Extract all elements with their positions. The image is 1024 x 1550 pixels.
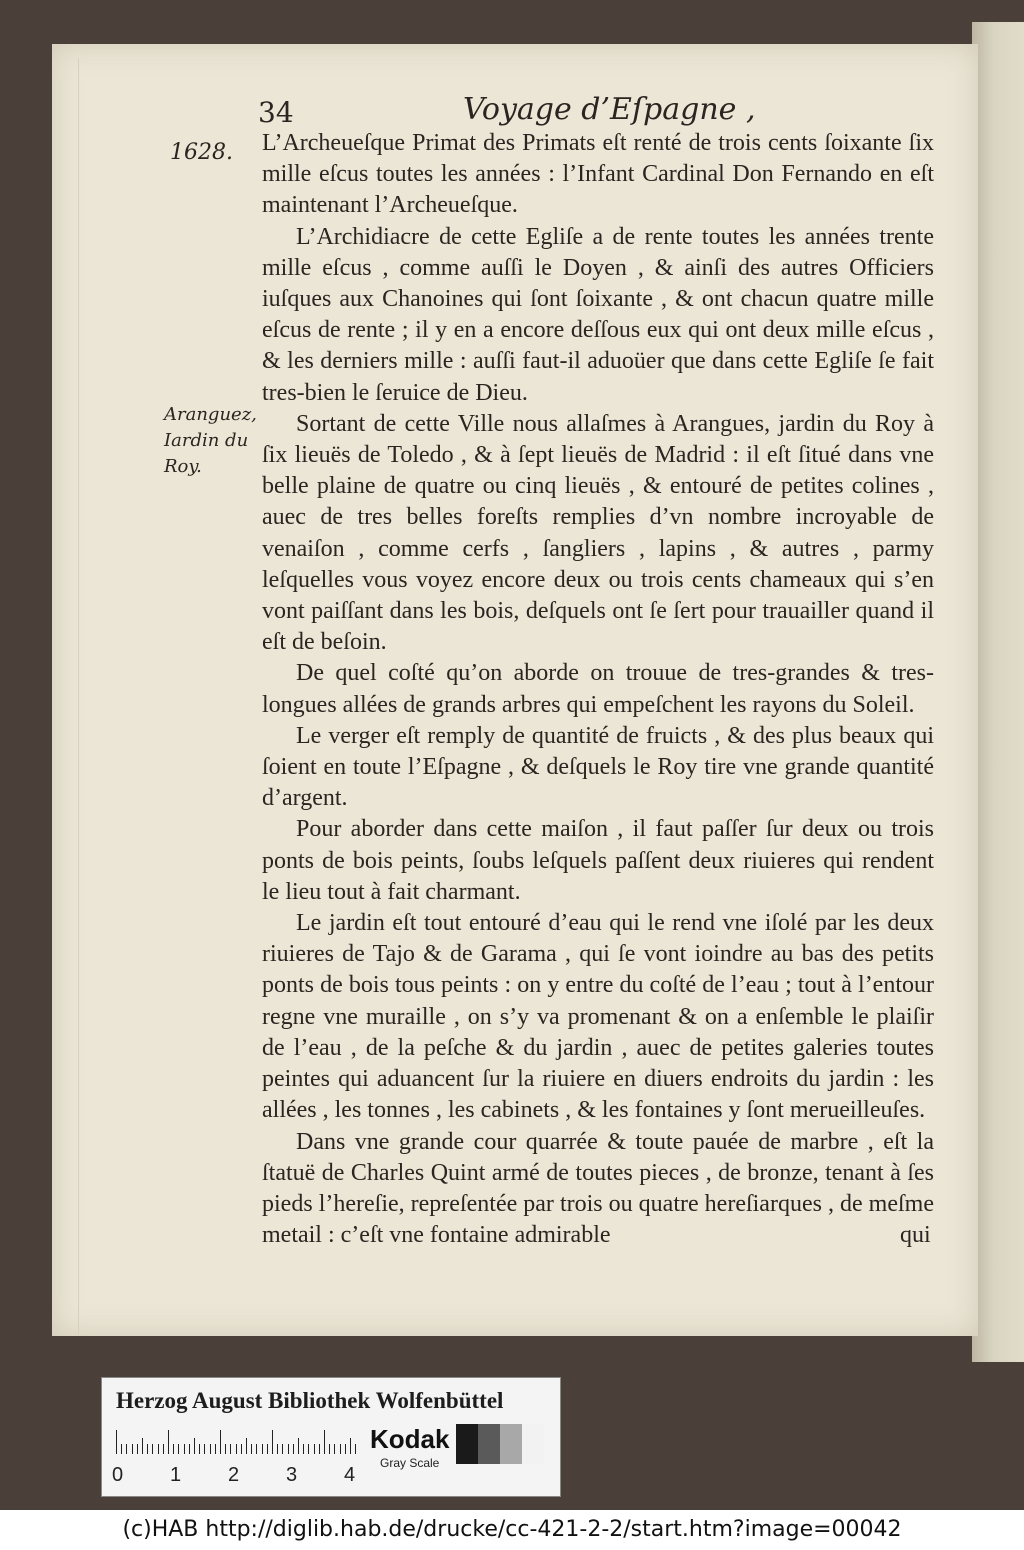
ruler-number: 1	[170, 1464, 182, 1486]
gray-swatch	[478, 1424, 500, 1464]
ruler-tick	[251, 1444, 252, 1454]
ruler-tick	[314, 1444, 315, 1454]
gray-swatch	[456, 1424, 478, 1464]
ruler-tick	[189, 1444, 190, 1454]
ruler-tick	[220, 1430, 221, 1454]
margin-year: 1628.	[170, 140, 233, 165]
ruler-tick	[293, 1444, 294, 1454]
ruler-tick	[158, 1444, 159, 1454]
ruler-tick	[142, 1438, 143, 1454]
ruler-tick	[355, 1444, 356, 1454]
ruler-tick	[236, 1444, 237, 1454]
ruler-tick	[178, 1444, 179, 1454]
ruler-tick	[288, 1444, 289, 1454]
ruler-tick	[184, 1444, 185, 1454]
color-calibration-card	[101, 1377, 561, 1497]
ruler-number: 0	[112, 1464, 124, 1486]
ruler-tick	[173, 1444, 174, 1454]
ruler-tick	[277, 1444, 278, 1454]
ruler-tick	[163, 1444, 164, 1454]
paragraph: L’Archidiacre de cette Egliſe a de rente toutes les années trente mille eſcus , comme auſſi le Doyen , & ainſi des autres Officiers iuſques aux Chanoines qui ſont ſoixante , & ont chacun quatre mille eſcus de rente ; il y en a encore deſſous eux qui ont deux mille eſcus , & les derniers mille : auſſi faut-il aduoüer que dans cette Egliſe ſe fait tres-bien le ſeruice de Dieu.	[262, 223, 934, 406]
body-text	[262, 128, 934, 1251]
library-name: Herzog August Bibliothek Wolfenbüttel	[116, 1388, 504, 1413]
paragraph: L’Archeueſque Primat des Primats eſt renté de trois cents ſoixante ſix mille eſcus toutes les années : l’Infant Cardinal Don Fernando en eſt maintenant l’Archeueſque.	[262, 130, 934, 219]
ruler-numbers	[112, 1464, 372, 1486]
margin-note	[164, 402, 264, 480]
ruler-tick	[194, 1438, 195, 1454]
ruler-number: 2	[228, 1464, 240, 1486]
ruler-tick	[210, 1444, 211, 1454]
page-number: 34	[258, 96, 294, 129]
ruler-tick	[246, 1438, 247, 1454]
ruler-tick	[262, 1444, 263, 1454]
ruler-tick	[241, 1444, 242, 1454]
ruler-tick	[350, 1438, 351, 1454]
ruler-tick	[298, 1438, 299, 1454]
ruler-tick	[199, 1444, 200, 1454]
ruler-tick	[319, 1444, 320, 1454]
paragraph: Le jardin eſt tout entouré d’eau qui le rend vne iſolé par les deux riuieres de Tajo & de Garama , qui ſe vont ioindre au bas des petits ponts de bois tous peints : on y entre du coſté de l’eau ; tout à l’entour regne vne muraille , on s’y va promenant & on a enſemble le plaiſir de l’eau , de la peſche & du jardin , auec de petites galeries toutes peintes qui aduancent ſur la riuiere en diuers endroits du jardin : les allées , les tonnes , les cabinets , & les fontaines y ſont merueilleuſes.	[262, 910, 934, 1124]
ruler-tick	[272, 1430, 273, 1454]
ruler-tick	[121, 1444, 122, 1454]
gray-swatch	[500, 1424, 522, 1464]
running-title: Voyage d’Eſpagne ,	[463, 92, 756, 127]
ruler-number: 4	[344, 1464, 356, 1486]
gray-swatches	[456, 1424, 544, 1464]
catchword: qui	[900, 1222, 931, 1248]
paragraph: Pour aborder dans cette maiſon , il faut paſſer ſur deux ou trois ponts de bois peints, ſoubs leſquels paſſent deux riuieres qui rendent le lieu tout à fait charmant.	[262, 816, 934, 905]
ruler-tick	[230, 1444, 231, 1454]
ruler-tick	[116, 1430, 117, 1454]
ruler-tick	[282, 1444, 283, 1454]
ruler-tick	[308, 1444, 309, 1454]
ruler-tick	[345, 1444, 346, 1454]
paragraph: Le verger eſt remply de quantité de fruicts , & des plus beaux qui ſoient en toute l’Eſpagne , & deſquels le Roy tire vne grande quantité d’argent.	[262, 722, 934, 812]
facing-page-edge	[972, 22, 1024, 1362]
ruler-tick	[168, 1430, 169, 1454]
margin-note-line: Roy.	[164, 456, 202, 477]
ruler-tick	[215, 1444, 216, 1454]
ruler-tick	[204, 1444, 205, 1454]
ruler-tick	[324, 1430, 325, 1454]
paragraph: De quel coſté qu’on aborde on trouue de tres-grandes & tres-longues allées de grands arbres qui empeſchent les rayons du Soleil.	[262, 660, 934, 718]
ruler-tick	[256, 1444, 257, 1454]
paragraph: Sortant de cette Ville nous allaſmes à Arangues, jardin du Roy à ſix lieuës de Toledo , & à ſept lieuës de Madrid : il eſt ſitué dans vne belle plaine de quatre ou cinq lieuës , & entouré de petites colines , auec de tres belles foreſts remplies d’vn nombre incroyable de venaiſon , comme cerfs , ſangliers , lapins , & autres , parmy leſquelles vous voyez encore deux ou trois cents chameaux qui s’en vont paiſſant dans les bois, deſquels ont ſe ſert pour trauailler quand il eſt de beſoin.	[262, 410, 934, 656]
ruler-tick	[132, 1444, 133, 1454]
ruler-number: 3	[286, 1464, 298, 1486]
ruler-tick	[340, 1444, 341, 1454]
ruler-tick	[225, 1444, 226, 1454]
ruler-tick	[147, 1444, 148, 1454]
ruler-tick	[329, 1444, 330, 1454]
margin-note-line: Aranguez,	[164, 404, 257, 425]
scale-ruler	[116, 1430, 356, 1454]
ruler-tick	[267, 1444, 268, 1454]
gray-swatch	[522, 1424, 544, 1464]
ruler-tick	[152, 1444, 153, 1454]
margin-note-line: Iardin du	[164, 430, 249, 451]
paragraph: Dans vne grande cour quarrée & toute pauée de marbre , eſt la ſtatuë de Charles Quint armé de toutes pieces , de bronze, tenant à ſes pieds l’hereſie, repreſentée par trois ou quatre hereſiarques , de meſme metail : c’eſt vne fontaine admirable	[262, 1128, 934, 1249]
ruler-tick	[334, 1444, 335, 1454]
ruler-tick	[303, 1444, 304, 1454]
source-url-footer: (c)HAB http://diglib.hab.de/drucke/cc-421-2-2/start.htm?image=00042	[0, 1510, 1024, 1550]
kodak-logo: Kodak	[370, 1424, 450, 1454]
gray-scale-label: Gray Scale	[380, 1456, 440, 1470]
ruler-tick	[126, 1444, 127, 1454]
ruler-tick	[137, 1444, 138, 1454]
